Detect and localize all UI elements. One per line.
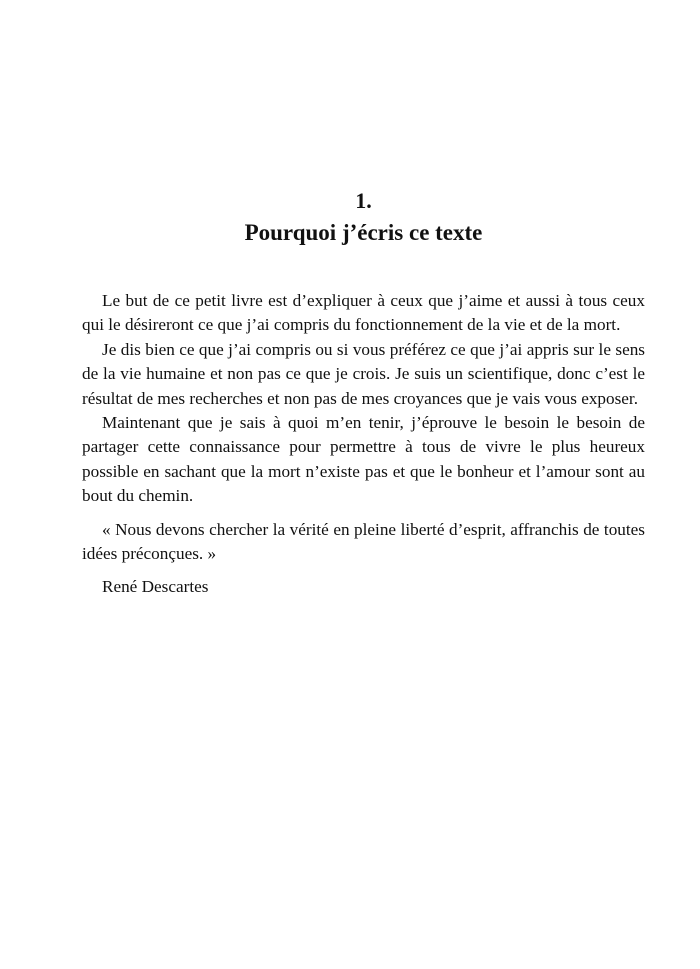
paragraph-2: Je dis bien ce que j’ai compris ou si vous préférez ce que j’ai appris sur le sens de la vie humaine et non pas ce que je crois. Je suis un scientifique, donc c’est le résultat de mes recherches et non pas de mes croyances que je vais vous exposer. [82, 339, 645, 408]
page [82, 186, 645, 600]
quote-author: René Descartes [102, 577, 209, 597]
epigraph-quote: « Nous devons chercher la vérité en pleine liberté d’esprit, affranchis de toutes idées préconçues. » [82, 519, 645, 564]
paragraph-1: Le but de ce petit livre est d’expliquer à ceux que j’aime et aussi à tous ceux qui le désireront ce que j’ai compris du fonctionnement de la vie et de la mort. [82, 291, 645, 335]
chapter-title: Pourquoi j’écris ce texte [244, 220, 483, 245]
chapter-number: 1. [355, 188, 372, 213]
paragraph-3: Maintenant que je sais à quoi m’en tenir, j’éprouve le besoin le besoin de partager cette connaissance pour permettre à tous de vivre le plus heureux possible en sachant que la mort n’existe pas et que le bonheur et l’amour sont au bout du chemin. [82, 413, 645, 506]
